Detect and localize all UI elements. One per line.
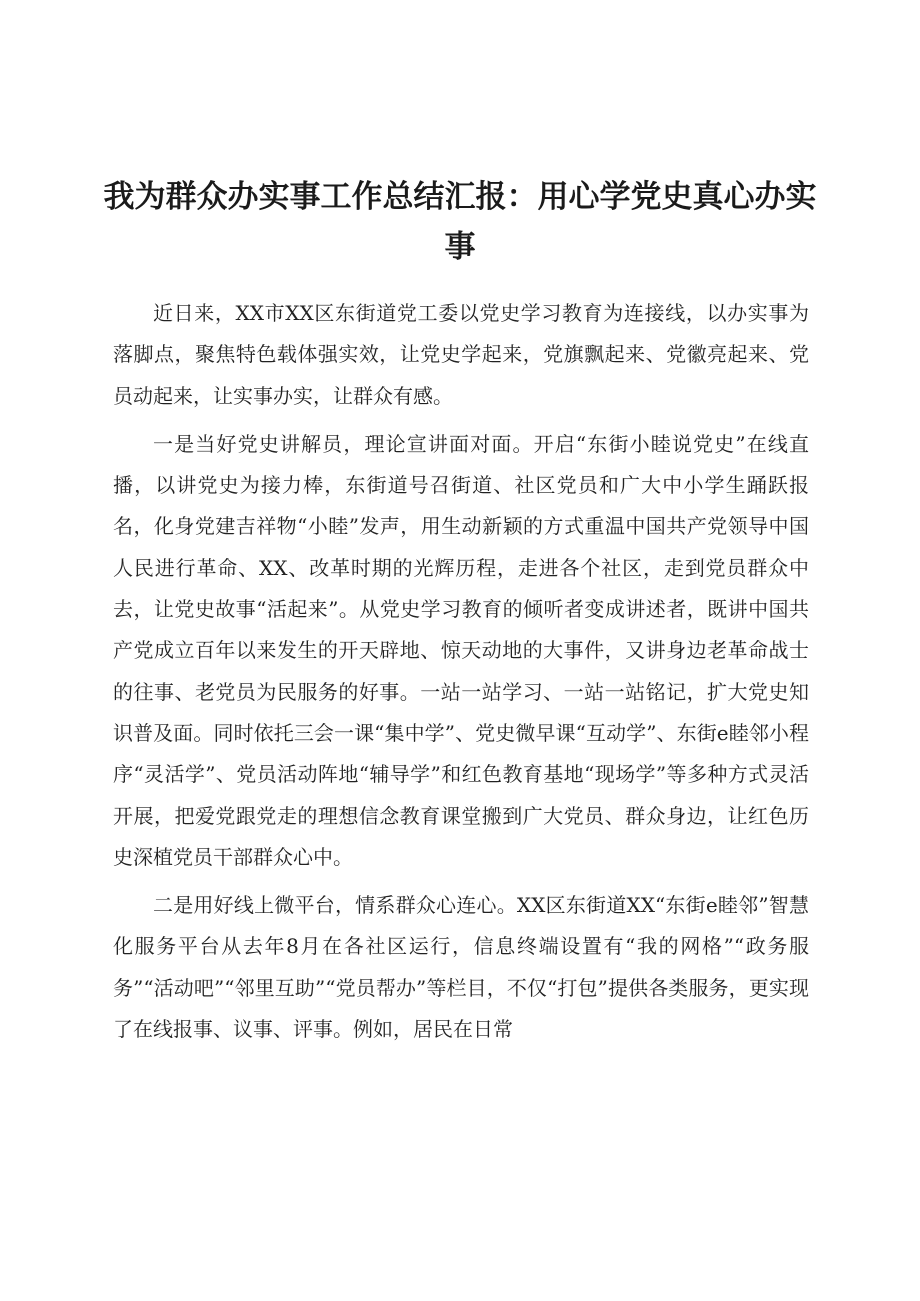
document-body — [113, 293, 809, 1057]
paragraph-intro: 近日来，XX市XX区东街道党工委以党史学习教育为连接线，以办实事为落脚点，聚焦特色载体强实效，让党史学起来，党旗飘起来、党徽亮起来、党员动起来，让实事办实，让群众有感。 — [113, 301, 809, 408]
document-title: 我为群众办实事工作总结汇报：用心学党史真心办实事 — [103, 179, 817, 265]
paragraph-online-platform: 二是用好线上微平台，情系群众心连心。XX区东街道XX“东街e睦邻”智慧化服务平台从去年8月在各社区运行，信息终端设置有“我的网格”“政务服务”“活动吧”“邻里互助”“党员帮办”等栏目，不仅“打包”提供各类服务，更实现了在线报事、议事、评事。例如，居民在日常 — [113, 893, 809, 1042]
paragraph-party-history-lecture: 一是当好党史讲解员，理论宣讲面对面。开启“东街小睦说党史”在线直播，以讲党史为接力棒，东街道号召街道、社区党员和广大中小学生踊跃报名，化身党建吉祥物“小睦”发声，用生动新颖的方式重温中国共产党领导中国人民进行革命、XX、改革时期的光辉历程，走进各个社区，走到党员群众中去，让党史故事“活起来”。从党史学习教育的倾听者变成讲述者，既讲中国共产党成立百年以来发生的开天辟地、惊天动地的大事件，又讲身边老革命战士的往事、老党员为民服务的好事。一站一站学习、一站一站铭记，扩大党史知识普及面。同时依托三会一课“集中学”、党史微早课“互动学”、东街e睦邻小程序“灵活学”、党员活动阵地“辅导学”和红色教育基地“现场学”等多种方式灵活开展，把爱党跟党走的理想信念教育课堂搬到广大党员、群众身边，让红色历史深植党员干部群众心中。 — [113, 431, 809, 869]
